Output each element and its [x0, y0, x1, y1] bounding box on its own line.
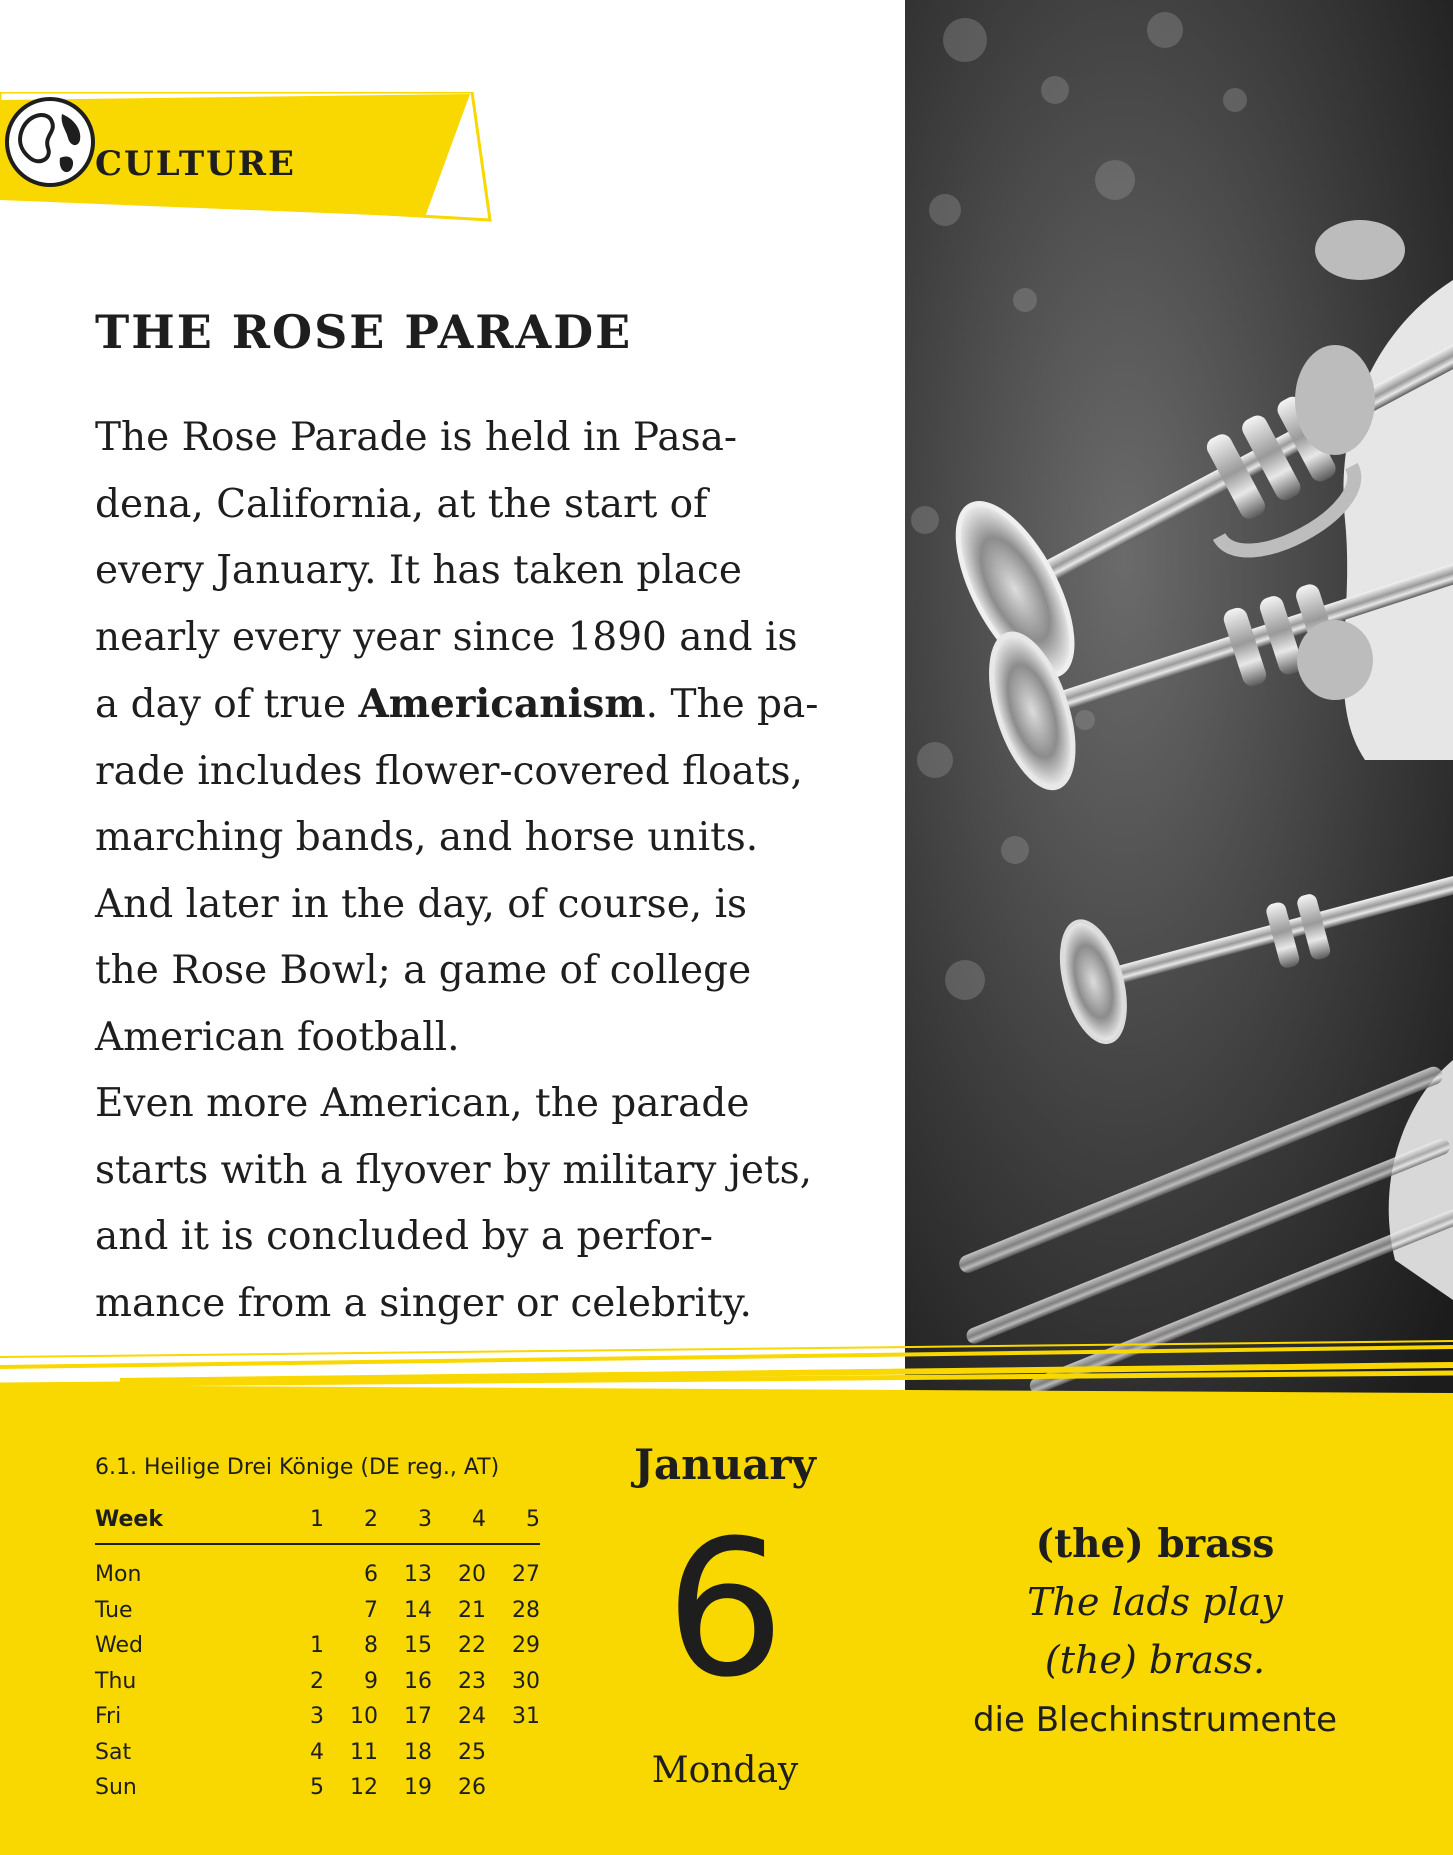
weekday-label: Fri: [95, 1704, 122, 1730]
category-banner: [0, 92, 500, 232]
vocabulary-box: [930, 1515, 1380, 1751]
calendar-row: [95, 1628, 540, 1664]
category-label: CULTURE: [95, 144, 296, 184]
calendar-date: 19: [404, 1775, 432, 1801]
calendar-date: 7: [364, 1597, 378, 1623]
weekday-label: Tue: [95, 1597, 133, 1623]
weekday-label: Thu: [95, 1668, 137, 1694]
calendar-date: 8: [364, 1633, 378, 1659]
calendar-date: 4: [310, 1739, 324, 1765]
vocab-translation: die Blechinstrumente: [972, 1700, 1338, 1740]
article-line: nearly every year since 1890 and is: [95, 614, 798, 660]
calendar-date: 1: [310, 1633, 324, 1659]
calendar-date: 18: [404, 1739, 432, 1765]
calendar-date: 31: [512, 1704, 540, 1730]
calendar-date: 29: [512, 1633, 540, 1659]
calendar-date: [486, 1770, 540, 1806]
calendar-date: 9: [364, 1668, 378, 1694]
article-line: American football.: [95, 1014, 460, 1060]
calendar-date: 10: [350, 1704, 378, 1730]
holiday-note: 6.1. Heilige Drei Könige (DE reg., AT): [95, 1455, 500, 1480]
week-number: 2: [324, 1505, 378, 1544]
vocab-example-line: The lads play: [1027, 1580, 1283, 1624]
calendar-date: 24: [458, 1704, 486, 1730]
calendar-date: 15: [404, 1633, 432, 1659]
calendar-date: 17: [404, 1704, 432, 1730]
article-line: every January. It has taken place: [95, 548, 742, 593]
article-line: rade includes flower-covered floats,: [95, 748, 803, 794]
calendar-date: [270, 1544, 324, 1593]
calendar-row: [95, 1544, 540, 1593]
trumpets-photo: [905, 0, 1453, 1395]
calendar-date: 23: [458, 1668, 486, 1694]
calendar-date: [270, 1593, 324, 1629]
article-line: the Rose Bowl; a game of college: [95, 948, 752, 993]
weekday-label: Sat: [95, 1739, 132, 1765]
weekday-name: Monday: [651, 1750, 799, 1791]
calendar-date: 16: [404, 1668, 432, 1694]
article-title: THE ROSE PARADE: [95, 305, 633, 359]
article-line: The Rose Parade is held in Pasa-: [95, 415, 738, 460]
calendar-date: [486, 1735, 540, 1771]
weekday-label: Mon: [95, 1562, 142, 1588]
weekday-label: Wed: [95, 1633, 143, 1659]
calendar-row: [95, 1770, 540, 1806]
calendar-date: 2: [310, 1668, 324, 1694]
month-name: January: [634, 1440, 816, 1489]
article-line: And later in the day, of course, is: [95, 881, 748, 927]
calendar-row: [95, 1699, 540, 1735]
article-line: mance from a singer or celebrity.: [95, 1280, 752, 1326]
article-line: starts with a flyover by military jets,: [95, 1147, 813, 1193]
calendar-row: [95, 1664, 540, 1700]
article-line: [95, 671, 895, 739]
weekday-label: Sun: [95, 1775, 137, 1801]
trumpets-illustration: [905, 0, 1453, 1395]
article-body: [95, 405, 895, 1337]
calendar-row: [95, 1735, 540, 1771]
vocab-example-line: (the) brass.: [1044, 1638, 1266, 1682]
calendar-date: 14: [404, 1597, 432, 1623]
calendar-date: 20: [458, 1562, 486, 1588]
calendar-date: 27: [512, 1562, 540, 1588]
week-header: Week: [95, 1505, 270, 1544]
calendar-date: 11: [350, 1739, 378, 1765]
calendar-date: 25: [458, 1739, 486, 1765]
article-line: marching bands, and horse units.: [95, 815, 759, 860]
calendar-date: 3: [310, 1704, 324, 1730]
article-text: a day of true: [95, 682, 359, 727]
calendar-date: 13: [404, 1562, 432, 1588]
week-number: 5: [486, 1505, 540, 1544]
vocab-word: (the) brass: [1035, 1521, 1275, 1567]
calendar-row: [95, 1593, 540, 1629]
week-number: 3: [378, 1505, 432, 1544]
calendar-date: 22: [458, 1633, 486, 1659]
article-line: dena, California, at the start of: [95, 481, 708, 527]
article-line: and it is concluded by a perfor-: [95, 1214, 713, 1259]
highlighted-term: Americanism: [358, 681, 646, 727]
calendar-date: 28: [512, 1597, 540, 1623]
month-calendar: [95, 1505, 540, 1806]
week-number: 1: [270, 1505, 324, 1544]
calendar-date: 21: [458, 1597, 486, 1623]
day-number: 6: [665, 1500, 785, 1719]
calendar-date: 5: [310, 1775, 324, 1801]
calendar-date: 6: [364, 1562, 378, 1588]
calendar-date: 26: [458, 1775, 486, 1801]
week-number: 4: [432, 1505, 486, 1544]
article-line: Even more American, the parade: [95, 1081, 750, 1126]
article-text: . The pa-: [645, 682, 819, 727]
globe-icon: [0, 92, 100, 192]
calendar-date: 12: [350, 1775, 378, 1801]
calendar-header-row: [95, 1505, 540, 1544]
calendar-date: 30: [512, 1668, 540, 1694]
